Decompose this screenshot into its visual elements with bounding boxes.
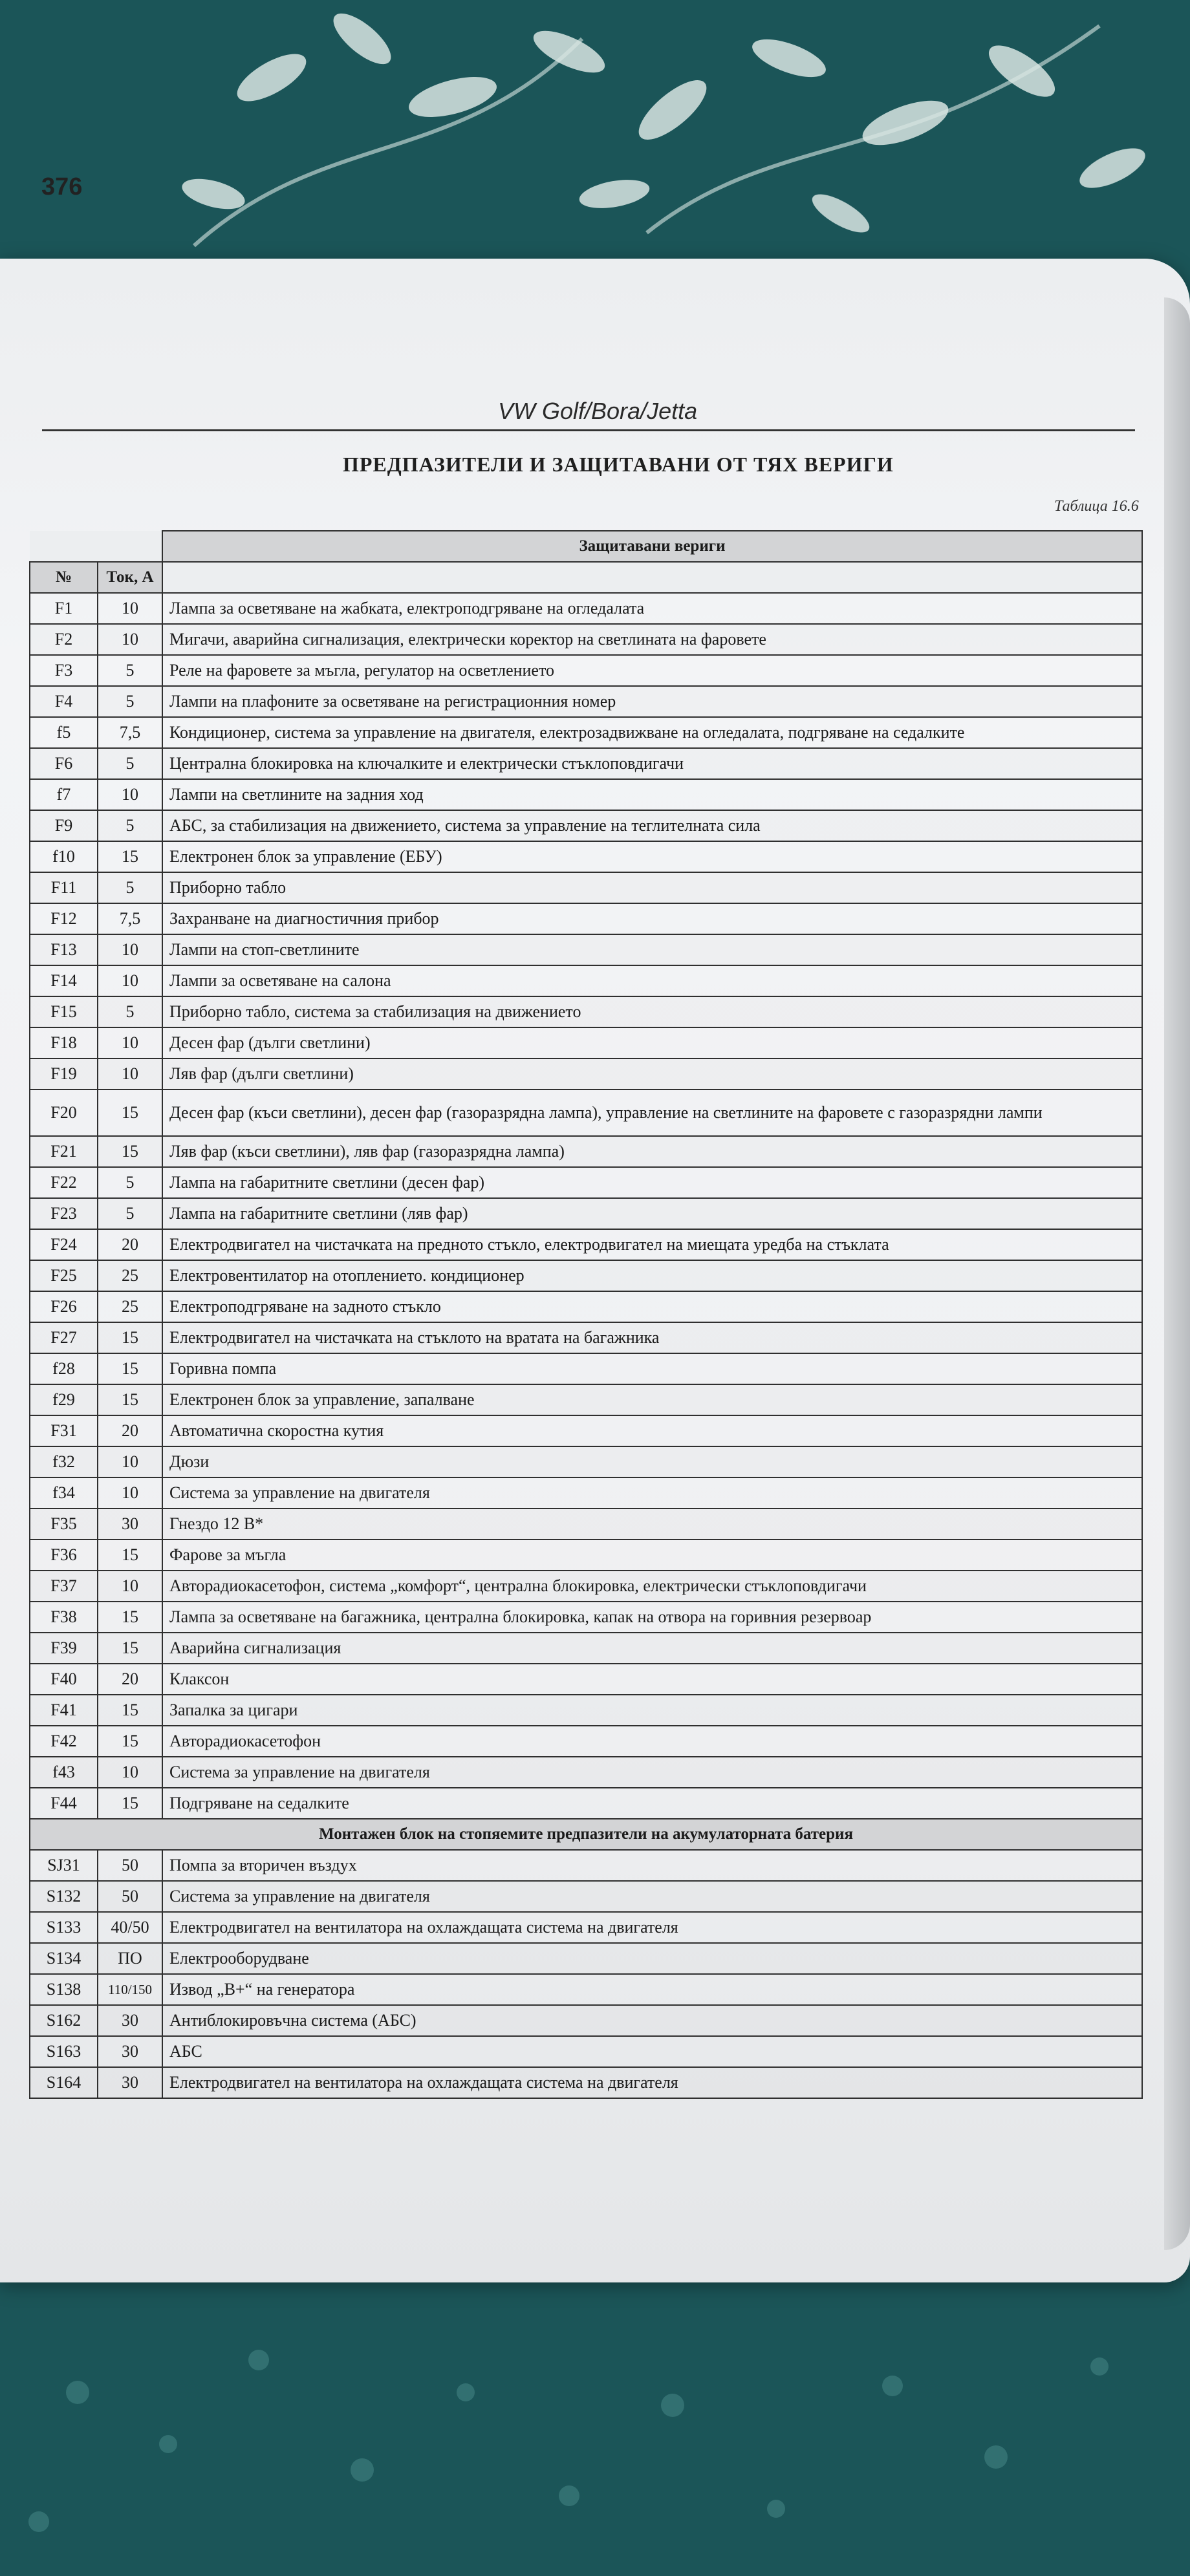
fuse-number: F36 xyxy=(30,1540,98,1571)
table-row xyxy=(30,1027,1142,1058)
fuse-number: F31 xyxy=(30,1415,98,1446)
protected-circuit: АБС xyxy=(162,2036,1142,2067)
fuse-number: F44 xyxy=(30,1788,98,1819)
fuse-number: f29 xyxy=(30,1384,98,1415)
table-row xyxy=(30,1384,1142,1415)
fuse-current: 5 xyxy=(98,748,162,779)
protected-circuit: Електронен блок за управление (ЕБУ) xyxy=(162,841,1142,872)
fuse-number: F27 xyxy=(30,1322,98,1353)
fuse-number: F12 xyxy=(30,903,98,934)
table-row xyxy=(30,903,1142,934)
protected-circuit: Електровентилатор на отоплението. кондиционер xyxy=(162,1260,1142,1291)
table-row xyxy=(30,1850,1142,1881)
fuse-current: 15 xyxy=(98,1726,162,1757)
protected-circuit: Гнездо 12 В* xyxy=(162,1508,1142,1540)
protected-circuit: Електрооборудване xyxy=(162,1943,1142,1974)
protected-circuit: Лампи на стоп-светлините xyxy=(162,934,1142,965)
fuse-number: F26 xyxy=(30,1291,98,1322)
fuse-number: S138 xyxy=(30,1974,98,2005)
fuse-number: F6 xyxy=(30,748,98,779)
fuse-current: 15 xyxy=(98,1788,162,1819)
fuse-number: S163 xyxy=(30,2036,98,2067)
protected-circuit: Електродвигател на чистачката на стъклото на вратата на багажника xyxy=(162,1322,1142,1353)
protected-circuit: Система за управление на двигателя xyxy=(162,1757,1142,1788)
table-label: Таблица 16.6 xyxy=(1054,498,1139,515)
table-row xyxy=(30,1229,1142,1260)
column-header-number: № xyxy=(30,562,98,593)
fuse-number: F37 xyxy=(30,1571,98,1602)
fuse-number: F13 xyxy=(30,934,98,965)
fuse-number: f5 xyxy=(30,717,98,748)
fuse-current: 15 xyxy=(98,1089,162,1136)
protected-circuit: АБС, за стабилизация на движението, система за управление на теглителната сила xyxy=(162,810,1142,841)
page-edge xyxy=(1164,297,1190,2250)
header-rule xyxy=(42,429,1135,431)
table-row xyxy=(30,1167,1142,1198)
protected-circuit: Лампа на габаритните светлини (десен фар) xyxy=(162,1167,1142,1198)
fuse-number: F1 xyxy=(30,593,98,624)
table-row xyxy=(30,841,1142,872)
table-row xyxy=(30,686,1142,717)
fuse-number: F14 xyxy=(30,965,98,996)
fuse-current: 5 xyxy=(98,1198,162,1229)
fuse-number: S164 xyxy=(30,2067,98,2098)
table-row xyxy=(30,1757,1142,1788)
fuse-current: 5 xyxy=(98,810,162,841)
protected-circuit: Фарове за мъгла xyxy=(162,1540,1142,1571)
fuse-rows xyxy=(30,593,1142,2098)
fuse-current: 10 xyxy=(98,624,162,655)
table-row xyxy=(30,624,1142,655)
fuse-number: F39 xyxy=(30,1633,98,1664)
table-row xyxy=(30,872,1142,903)
fuse-current: 30 xyxy=(98,2067,162,2098)
fuse-number: S162 xyxy=(30,2005,98,2036)
table-row xyxy=(30,1602,1142,1633)
fuse-current: 15 xyxy=(98,1384,162,1415)
fuse-current: 10 xyxy=(98,1477,162,1508)
fuse-current: 10 xyxy=(98,1757,162,1788)
fuse-current: 10 xyxy=(98,1027,162,1058)
protected-circuit: Реле на фаровете за мъгла, регулатор на осветлението xyxy=(162,655,1142,686)
table-row xyxy=(30,1726,1142,1757)
fuse-current: 10 xyxy=(98,1446,162,1477)
fuse-number: F4 xyxy=(30,686,98,717)
protected-circuit: Система за управление на двигателя xyxy=(162,1881,1142,1912)
fuse-number: S134 xyxy=(30,1943,98,1974)
fuse-number: F41 xyxy=(30,1695,98,1726)
fuse-current: 10 xyxy=(98,1571,162,1602)
table-row xyxy=(30,1260,1142,1291)
fuse-number: f34 xyxy=(30,1477,98,1508)
fuse-number: F24 xyxy=(30,1229,98,1260)
table-row xyxy=(30,593,1142,624)
protected-circuit: Подгряване на седалките xyxy=(162,1788,1142,1819)
fuse-current: 20 xyxy=(98,1664,162,1695)
table-row xyxy=(30,1446,1142,1477)
protected-circuit: Авторадиокасетофон, система „комфорт“, централна блокировка, електрически стъклоповдигачи xyxy=(162,1571,1142,1602)
protected-circuit: Система за управление на двигателя xyxy=(162,1477,1142,1508)
table-row xyxy=(30,1633,1142,1664)
table-row xyxy=(30,748,1142,779)
header-blank xyxy=(30,531,162,562)
fuse-number: f32 xyxy=(30,1446,98,1477)
fuse-number: F3 xyxy=(30,655,98,686)
fuse-number: f43 xyxy=(30,1757,98,1788)
table-row xyxy=(30,1695,1142,1726)
table-row xyxy=(30,1943,1142,1974)
protected-circuit: Лампа на габаритните светлини (ляв фар) xyxy=(162,1198,1142,1229)
fuse-number: SJ31 xyxy=(30,1850,98,1881)
fuse-table xyxy=(29,530,1143,2099)
table-row xyxy=(30,1322,1142,1353)
protected-circuit: Приборно табло xyxy=(162,872,1142,903)
protected-circuit: Извод „В+“ на генератора xyxy=(162,1974,1142,2005)
protected-circuit: Десен фар (дълги светлини) xyxy=(162,1027,1142,1058)
protected-circuit: Дюзи xyxy=(162,1446,1142,1477)
fuse-current: 5 xyxy=(98,655,162,686)
table-row xyxy=(30,779,1142,810)
fuse-current: 30 xyxy=(98,1508,162,1540)
table-row xyxy=(30,996,1142,1027)
fuse-number: S132 xyxy=(30,1881,98,1912)
fuse-current: 20 xyxy=(98,1229,162,1260)
fuse-number: F23 xyxy=(30,1198,98,1229)
page-number: 376 xyxy=(41,173,83,200)
protected-circuit: Авторадиокасетофон xyxy=(162,1726,1142,1757)
section-title: Монтажен блок на стопяемите предпазители на акумулаторната батерия xyxy=(30,1819,1142,1850)
protected-circuit: Електродвигател на вентилатора на охлаждащата система на двигателя xyxy=(162,1912,1142,1943)
fuse-current: 110/150 xyxy=(98,1974,162,2005)
table-row xyxy=(30,1881,1142,1912)
fuse-current: 15 xyxy=(98,1540,162,1571)
fuse-number: F40 xyxy=(30,1664,98,1695)
fuse-current: 50 xyxy=(98,1850,162,1881)
fuse-number: F22 xyxy=(30,1167,98,1198)
fuse-current: 50 xyxy=(98,1881,162,1912)
protected-circuit: Горивна помпа xyxy=(162,1353,1142,1384)
fuse-current: 15 xyxy=(98,841,162,872)
protected-circuit: Аварийна сигнализация xyxy=(162,1633,1142,1664)
fuse-current: 15 xyxy=(98,1322,162,1353)
table-row xyxy=(30,1415,1142,1446)
fuse-number: S133 xyxy=(30,1912,98,1943)
table-row xyxy=(30,1664,1142,1695)
fuse-current: 5 xyxy=(98,872,162,903)
fuse-number: f7 xyxy=(30,779,98,810)
table-row xyxy=(30,810,1142,841)
table-row xyxy=(30,655,1142,686)
table-row xyxy=(30,1974,1142,2005)
protected-circuit: Захранване на диагностичния прибор xyxy=(162,903,1142,934)
fuse-number: F21 xyxy=(30,1136,98,1167)
protected-circuit: Ляв фар (дълги светлини) xyxy=(162,1058,1142,1089)
column-header-blank xyxy=(162,562,1142,593)
protected-circuit: Кондиционер, система за управление на двигателя, електрозадвижване на огледалата, подгряване на седалките xyxy=(162,717,1142,748)
document-title: ПРЕДПАЗИТЕЛИ И ЗАЩИТАВАНИ ОТ ТЯХ ВЕРИГИ xyxy=(343,453,894,476)
fuse-current: 15 xyxy=(98,1695,162,1726)
fuse-current: 7,5 xyxy=(98,903,162,934)
fuse-number: F20 xyxy=(30,1089,98,1136)
protected-circuit: Ляв фар (къси светлини), ляв фар (газоразрядна лампа) xyxy=(162,1136,1142,1167)
fuse-current: 10 xyxy=(98,934,162,965)
protected-circuit: Електродвигател на чистачката на предното стъкло, електродвигател на миещата уредба на стъклата xyxy=(162,1229,1142,1260)
fuse-current: 10 xyxy=(98,779,162,810)
protected-circuit: Лампа за осветяване на жабката, електроподгряване на огледалата xyxy=(162,593,1142,624)
table-row xyxy=(30,1571,1142,1602)
fuse-current: 10 xyxy=(98,965,162,996)
protected-circuit: Лампи на плафоните за осветяване на регистрационния номер xyxy=(162,686,1142,717)
section-row xyxy=(30,1819,1142,1850)
fuse-current: 20 xyxy=(98,1415,162,1446)
protected-circuit: Помпа за вторичен въздух xyxy=(162,1850,1142,1881)
table-row xyxy=(30,965,1142,996)
fuse-number: f28 xyxy=(30,1353,98,1384)
table-row xyxy=(30,1198,1142,1229)
table-row xyxy=(30,1058,1142,1089)
fuse-current: 15 xyxy=(98,1602,162,1633)
protected-circuit: Лампа за осветяване на багажника, централна блокировка, капак на отвора на горивния резервоар xyxy=(162,1602,1142,1633)
protected-circuit: Електроподгряване на задното стъкло xyxy=(162,1291,1142,1322)
fuse-current: 15 xyxy=(98,1353,162,1384)
fuse-number: F25 xyxy=(30,1260,98,1291)
fuse-number: F9 xyxy=(30,810,98,841)
fuse-number: F42 xyxy=(30,1726,98,1757)
fuse-number: f10 xyxy=(30,841,98,872)
fuse-current: 15 xyxy=(98,1136,162,1167)
fuse-number: F19 xyxy=(30,1058,98,1089)
table-row xyxy=(30,1540,1142,1571)
fuse-current: 30 xyxy=(98,2036,162,2067)
protected-circuit: Мигачи, аварийна сигнализация, електрически коректор на светлината на фаровете xyxy=(162,624,1142,655)
fuse-number: F18 xyxy=(30,1027,98,1058)
fuse-number: F38 xyxy=(30,1602,98,1633)
protected-circuit: Запалка за цигари xyxy=(162,1695,1142,1726)
protected-circuit: Централна блокировка на ключалките и електрически стъклоповдигачи xyxy=(162,748,1142,779)
protected-circuit: Електронен блок за управление, запалване xyxy=(162,1384,1142,1415)
fuse-current: ПО xyxy=(98,1943,162,1974)
table-row xyxy=(30,1788,1142,1819)
table-row xyxy=(30,1477,1142,1508)
table-row xyxy=(30,1508,1142,1540)
fuse-current: 5 xyxy=(98,996,162,1027)
protected-circuit: Електродвигател на вентилатора на охлаждащата система на двигателя xyxy=(162,2067,1142,2098)
table-row xyxy=(30,1291,1142,1322)
fuse-current: 25 xyxy=(98,1260,162,1291)
fuse-number: F2 xyxy=(30,624,98,655)
fuse-current: 5 xyxy=(98,1167,162,1198)
protected-circuit: Приборно табло, система за стабилизация на движението xyxy=(162,996,1142,1027)
column-header-circuits: Защитавани вериги xyxy=(162,531,1142,562)
protected-circuit: Десен фар (къси светлини), десен фар (газоразрядна лампа), управление на светлините на фаровете с газоразрядни лампи xyxy=(162,1089,1142,1136)
fuse-number: F11 xyxy=(30,872,98,903)
table-row xyxy=(30,2067,1142,2098)
table-row xyxy=(30,1912,1142,1943)
protected-circuit: Антиблокировъчна система (АБС) xyxy=(162,2005,1142,2036)
fuse-current: 25 xyxy=(98,1291,162,1322)
table-row xyxy=(30,934,1142,965)
protected-circuit: Лампи на светлините на задния ход xyxy=(162,779,1142,810)
table-row xyxy=(30,1089,1142,1136)
fuse-current: 10 xyxy=(98,1058,162,1089)
fuse-current: 7,5 xyxy=(98,717,162,748)
fuse-current: 15 xyxy=(98,1633,162,1664)
running-title: VW Golf/Bora/Jetta xyxy=(498,398,698,424)
protected-circuit: Лампи за осветяване на салона xyxy=(162,965,1142,996)
fuse-current: 10 xyxy=(98,593,162,624)
table-row xyxy=(30,2036,1142,2067)
protected-circuit: Клаксон xyxy=(162,1664,1142,1695)
fuse-current: 5 xyxy=(98,686,162,717)
table-row xyxy=(30,1353,1142,1384)
fuse-current: 30 xyxy=(98,2005,162,2036)
fuse-number: F35 xyxy=(30,1508,98,1540)
table-row xyxy=(30,717,1142,748)
table-row xyxy=(30,1136,1142,1167)
table-row xyxy=(30,2005,1142,2036)
column-header-current: Ток, А xyxy=(98,562,162,593)
protected-circuit: Автоматична скоростна кутия xyxy=(162,1415,1142,1446)
fuse-current: 40/50 xyxy=(98,1912,162,1943)
fuse-number: F15 xyxy=(30,996,98,1027)
